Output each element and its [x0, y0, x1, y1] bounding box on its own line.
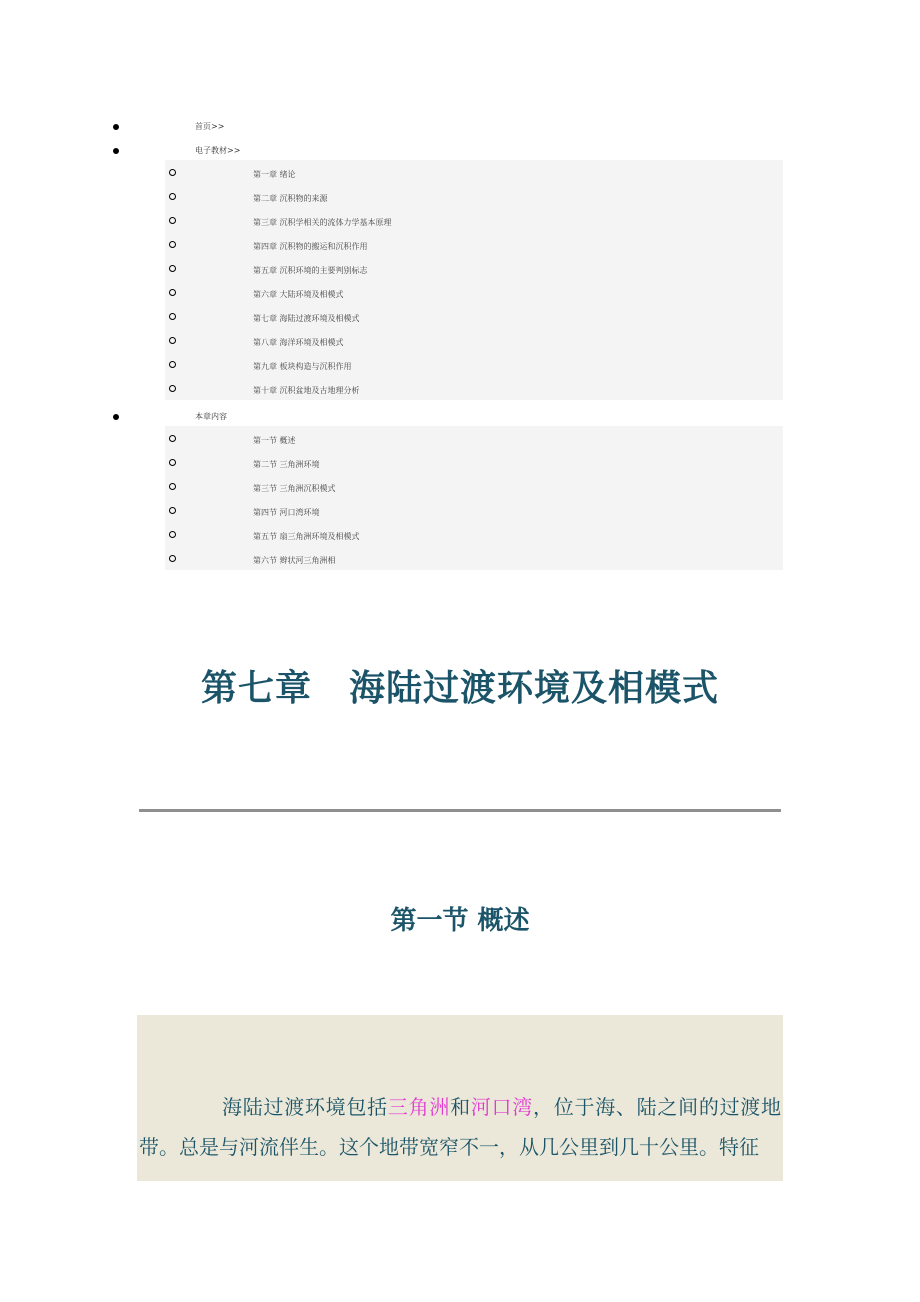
chapter-link-label[interactable]: 第四章 沉积物的搬运和沉积作用: [253, 242, 368, 251]
bullet-circle-icon: [169, 217, 176, 224]
bullet-circle-icon: [169, 385, 176, 392]
section-link-label[interactable]: 第五节 扇三角洲环境及相模式: [253, 532, 360, 541]
nav-home-link[interactable]: 首页>>: [195, 122, 225, 131]
bullet-circle-icon: [169, 435, 176, 442]
nav-home[interactable]: [0, 117, 920, 141]
chapter-link-label[interactable]: 第五章 沉积环境的主要判别标志: [253, 266, 368, 275]
section-link-label[interactable]: 第三节 三角洲沉积模式: [253, 484, 336, 493]
chapter-link-label[interactable]: 第九章 板块构造与沉积作用: [253, 362, 352, 371]
chapter-link-label[interactable]: 第八章 海洋环境及相模式: [253, 338, 344, 347]
section-link-label[interactable]: 第一节 概述: [253, 436, 296, 445]
nav-textbook-link[interactable]: 电子教材>>: [195, 146, 241, 155]
bullet-disc-icon: [113, 124, 119, 130]
horizontal-divider: [139, 809, 781, 812]
chapter-link[interactable]: [165, 208, 783, 232]
bullet-circle-icon: [169, 289, 176, 296]
intro-text-after: ，位于海、陆之间的过渡地带。总是与河流伴生。这个地带宽窄不一，从几公里到几十公里。特征: [139, 1095, 782, 1159]
bullet-circle-icon: [169, 265, 176, 272]
chapter-link-label[interactable]: 第二章 沉积物的来源: [253, 194, 328, 203]
chapter-link[interactable]: [165, 184, 783, 208]
intro-panel: [137, 1015, 783, 1181]
chapter-link-label[interactable]: 第七章 海陆过渡环境及相模式: [253, 314, 360, 323]
chapter-link[interactable]: [165, 376, 783, 400]
section-link-label[interactable]: 第六节 辫状河三角洲相: [253, 556, 336, 565]
chapter-link[interactable]: [165, 160, 783, 184]
chapter-link-label[interactable]: 第六章 大陆环境及相模式: [253, 290, 344, 299]
section-title: 第一节 概述: [390, 906, 530, 936]
chapter-link-label[interactable]: 第三章 沉积学相关的流体力学基本原理: [253, 218, 392, 227]
bullet-circle-icon: [169, 459, 176, 466]
chapter-link[interactable]: [165, 280, 783, 304]
bullet-disc-icon: [113, 148, 119, 154]
bullet-circle-icon: [169, 193, 176, 200]
chapter-link[interactable]: [165, 256, 783, 280]
section-link[interactable]: [165, 426, 783, 450]
estuary-link[interactable]: 河口湾: [470, 1095, 533, 1119]
chapter-title: 第七章 海陆过渡环境及相模式: [200, 667, 719, 709]
chapter-link-label[interactable]: 第一章 绪论: [253, 170, 296, 179]
bullet-circle-icon: [169, 531, 176, 538]
section-link[interactable]: [165, 546, 783, 570]
bullet-circle-icon: [169, 313, 176, 320]
bullet-circle-icon: [169, 507, 176, 514]
bullet-circle-icon: [169, 337, 176, 344]
chapter-link[interactable]: [165, 328, 783, 352]
intro-text-before: 海陆过渡环境包括: [222, 1095, 388, 1119]
chapter-list: [165, 160, 783, 400]
section-link[interactable]: [165, 498, 783, 522]
nav-chapter-contents-label[interactable]: 本章内容: [195, 412, 227, 421]
chapter-link-label[interactable]: 第十章 沉积盆地及古地理分析: [253, 386, 360, 395]
delta-link[interactable]: 三角洲: [387, 1095, 451, 1119]
section-link[interactable]: [165, 522, 783, 546]
bullet-disc-icon: [113, 414, 119, 420]
bullet-circle-icon: [169, 169, 176, 176]
intro-paragraph: [139, 1087, 781, 1167]
section-link[interactable]: [165, 450, 783, 474]
chapter-link[interactable]: [165, 352, 783, 376]
bullet-circle-icon: [169, 555, 176, 562]
intro-text-and: 和: [450, 1095, 471, 1119]
section-link[interactable]: [165, 474, 783, 498]
section-list: [165, 426, 783, 570]
bullet-circle-icon: [169, 483, 176, 490]
chapter-link[interactable]: [165, 232, 783, 256]
bullet-circle-icon: [169, 241, 176, 248]
chapter-link[interactable]: [165, 304, 783, 328]
section-link-label[interactable]: 第四节 河口湾环境: [253, 508, 320, 517]
section-link-label[interactable]: 第二节 三角洲环境: [253, 460, 320, 469]
bullet-circle-icon: [169, 361, 176, 368]
